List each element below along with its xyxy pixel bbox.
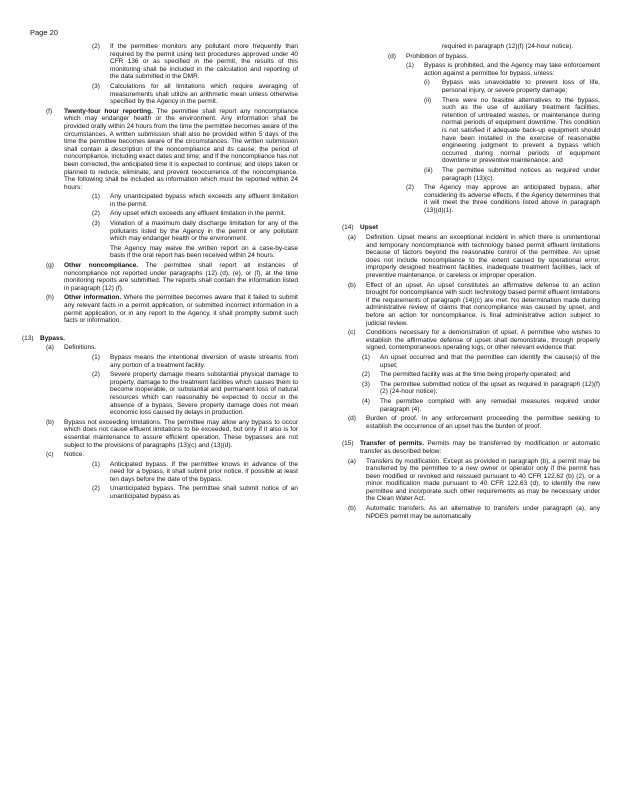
paragraph-text: The permittee complied with any remedial measures required under paragraph (4). <box>380 397 600 413</box>
paragraph-marker: (b) <box>46 418 54 426</box>
paragraph-heading: Other noncompliance. <box>64 262 139 270</box>
paragraph-marker: (2) <box>406 184 414 192</box>
paragraph-text: The Agency may approve an anticipated bypass, after considering its adverse effects, if the Agency determines that it will meet the three conditions listed above in paragraph (13)(d)(1). <box>424 184 600 214</box>
paragraph-text: Any upset which exceeds any effluent limitation in the permit. <box>110 210 286 218</box>
paragraph-marker: (i) <box>424 79 430 87</box>
paragraph <box>22 451 298 459</box>
paragraph <box>22 83 298 106</box>
paragraph <box>318 184 600 214</box>
paragraph <box>318 505 600 520</box>
paragraph-text: There were no feasible alternatives to the bypass, such as the use of auxiliary treatment facilities, retention of untreated wastes, or maintenance during normal periods of equipment downtime. This condition is not satisfied if adequate back-up equipment should have been installed in the exercise of reasonable engineering judgment to prevent a bypass which occurred during normal periods of equipment downtime or preventive maintenance; and <box>442 96 600 165</box>
paragraph-text: Transfers by modification. Except as provided in paragraph (b), a permit may be transferred by the permittee to a new owner or operator only if the permit has been modified or revoked and reissued pursuant to 40 CFR 122.62 (b) (2), or a minor modification made pursuant to 40 CFR 122.63 (d), to identify the new permittee and incorporate such other requirements as may be necessary under the Clean Water Act. <box>366 457 600 503</box>
paragraph <box>22 354 298 369</box>
paragraph <box>22 419 298 449</box>
paragraph-text: The permittee submitted notices as required under paragraph (13)(c). <box>442 166 600 182</box>
paragraph-text: Violation of a maximum daily discharge limitation for any of the pollutants listed by the Agency in the permit or any pollutant which may endanger health or the environment. <box>110 220 298 243</box>
paragraph-text: An upset occurred and that the permittee can identify the cause(s) of the upset; <box>380 353 600 369</box>
paragraph-marker: (a) <box>46 344 54 352</box>
paragraph <box>318 62 600 77</box>
paragraph-marker: (15) <box>342 440 354 448</box>
paragraph-marker: (b) <box>348 281 356 289</box>
paragraph-marker: (14) <box>342 224 354 232</box>
paragraph-marker: (4) <box>362 397 370 405</box>
paragraph <box>22 461 298 484</box>
paragraph <box>318 97 600 165</box>
paragraph <box>22 335 298 343</box>
right-column <box>318 43 600 522</box>
paragraph-marker: (1) <box>92 460 100 468</box>
paragraph-text: Definitions. <box>64 344 97 352</box>
paragraph <box>318 167 600 182</box>
paragraph-heading: Upset <box>360 224 379 232</box>
paragraph-marker: (g) <box>46 262 54 270</box>
paragraph-marker: (a) <box>348 457 356 465</box>
paragraph-marker: (a) <box>348 234 356 242</box>
paragraph <box>22 193 298 208</box>
paragraph-heading: Twenty-four hour reporting. <box>64 107 153 115</box>
left-column <box>22 43 298 503</box>
paragraph <box>318 282 600 328</box>
paragraph-marker: (3) <box>92 82 100 90</box>
paragraph-marker: (1) <box>406 62 414 70</box>
paragraph-text: The permittee submitted notice of the upset as required in paragraph (12)(f)(2) (24-hour notice). <box>380 380 600 396</box>
paragraph-text: Notice. <box>64 451 85 459</box>
paragraph <box>318 354 600 369</box>
paragraph-text: Any unanticipated bypass which exceeds any effluent limitation in the permit. <box>110 193 298 208</box>
paragraph <box>318 329 600 352</box>
paragraph-text: The permitted facility was at the time being properly operated; and <box>380 371 571 379</box>
paragraph-marker: (1) <box>92 353 100 361</box>
paragraph <box>22 485 298 500</box>
paragraph-text: Automatic transfers. As an alternative to transfers under paragraph (a), any NPDES permit may be automatically <box>366 505 600 520</box>
paragraph-text: The Agency may waive the written report on a case-by-case basis if the oral report has been received within 24 hours. <box>110 244 298 260</box>
paragraph-marker: (2) <box>362 371 370 379</box>
paragraph-marker: (ii) <box>424 96 432 104</box>
paragraph-heading: Bypass. <box>40 334 65 342</box>
paragraph-text: Effect of an upset. An upset constitutes an affirmative defense to an action brought for noncompliance with such technology based permit effluent limitations if the requirements of paragraph (14)(c) are met. No determination made during administrative review of claims that noncompliance was caused by upset, and before an action for noncompliance, is final administrative action subject to judicial review. <box>366 281 600 327</box>
paragraph-text: Bypass not exceeding limitations. The permittee may allow any bypass to occur which does not cause effluent limitations to be exceeded, but only if it also is for essential maintenance to assure efficient operation. These bypasses are not subject to the provisions of paragraphs (13)(c) and (13)(d). <box>64 418 298 449</box>
paragraph <box>22 108 298 192</box>
paragraph-text: Burden of proof. In any enforcement proceeding the permittee seeking to establish the occurrence of an upset has the burden of proof. <box>366 415 600 430</box>
paragraph-text: The permittee shall report all instances of noncompliance not reported under paragraphs (12) (d), (e), or (f), at the time monitoring reports are submitted. The reports shall contain the information listed in paragraph (12) (f). <box>64 262 298 292</box>
paragraph-marker: (c) <box>348 329 356 337</box>
paragraph-text: Where the permittee becomes aware that it failed to submit any relevant facts in a permit application, or submitted incorrect information in a permit application, or in any report to the Agency, it shall promptly submit such facts or information. <box>64 294 298 325</box>
paragraph <box>22 262 298 292</box>
paragraph-marker: (3) <box>362 380 370 388</box>
paragraph <box>318 440 600 455</box>
paragraph <box>318 79 600 94</box>
paragraph-text: Bypass was unavoidable to prevent loss of life, personal injury, or severe property damage; <box>442 79 600 94</box>
paragraph-marker: (f) <box>46 107 53 115</box>
paragraph-marker: (d) <box>388 52 396 60</box>
paragraph-text: Calculations for all limitations which require averaging of measurements shall utilize an arithmetic mean unless otherwise specified by the Agency in the permit. <box>110 82 298 106</box>
paragraph-marker: (2) <box>92 371 100 379</box>
paragraph <box>22 344 298 352</box>
paragraph-marker: (1) <box>92 193 100 201</box>
paragraph-text: Severe property damage means substantial physical damage to property, damage to the treatment facilities which causes them to become inoperable, or substantial and permanent loss of natural resources which can reasonably be expected to occur in the absence of a bypass. Severe property damage does not mean economic loss caused by delays in production. <box>110 371 298 417</box>
paragraph-text: The permittee shall report any noncompliance which may endanger health or the environment. Any information shall be provided orally within 24 hours from the time the permittee becomes aware of the circumstances. A written submission shall also be provided within 5 days of the time the permittee becomes aware of the circumstances. The written submission shall contain a description of the noncompliance and its cause; the period of noncompliance, including exact dates and time; and if the noncompliance has not been corrected, the anticipated time it is expected to continue; and steps taken or planned to reduce, eliminate, and prevent reoccurrence of the noncompliance. The following shall be included as information which must be reported within 24 hours: <box>64 107 298 191</box>
paragraph-text: Prohibition of bypass. <box>406 52 469 60</box>
paragraph-marker: (2) <box>92 210 100 218</box>
paragraph <box>318 224 600 232</box>
paragraph <box>318 381 600 396</box>
paragraph-marker: (1) <box>362 353 370 361</box>
paragraph-heading: Other information. <box>64 294 122 302</box>
paragraph-text: required in paragraph (12)(f) (24-hour notice). <box>442 43 574 50</box>
paragraph-text: Definition. Upset means an exceptional incident in which there is unintentional and temporary noncompliance with technology based permit effluent limitations because of factors beyond the reasonable control of the permittee. An upset does not include noncompliance to the extent caused by operational error, improperly designed treatment facilities, inadequate treatment facilities, lack of preventive maintenance, or careless or improper operation. <box>366 234 600 280</box>
paragraph <box>318 371 600 379</box>
paragraph <box>318 43 600 51</box>
paragraph-heading: Transfer of permits. <box>360 440 424 448</box>
paragraph-text: Conditions necessary for a demonstration of upset. A permittee who wishes to establish the affirmative defense of upset shall demonstrate, through properly signed, contemporaneous operating logs, or other relevant evidence that: <box>366 329 600 352</box>
paragraph-marker: (c) <box>46 451 54 459</box>
paragraph <box>22 43 298 81</box>
paragraph-text: Bypass is prohibited, and the Agency may take enforcement action against a permittee for bypass, unless: <box>424 62 600 77</box>
paragraph <box>318 398 600 413</box>
paragraph <box>22 220 298 243</box>
paragraph <box>318 53 600 61</box>
paragraph-marker: (13) <box>22 334 34 342</box>
paragraph-marker: (3) <box>92 220 100 228</box>
paragraph <box>22 371 298 417</box>
paragraph-text: If the permittee monitors any pollutant more frequently than required by the permit using test procedures approved under 40 CFR 136 or as specified in the permit, the results of this monitoring shall be included in the calculation and reporting of the data submitted in the DMR. <box>110 43 298 81</box>
paragraph <box>318 415 600 430</box>
paragraph-text: Permits may be transferred by modification or automatic transfer as described below: <box>360 440 601 455</box>
paragraph-marker: (2) <box>92 485 100 493</box>
paragraph-marker: (d) <box>348 415 356 423</box>
paragraph <box>22 294 298 324</box>
paragraph-marker: (iii) <box>424 166 433 174</box>
paragraph <box>318 234 600 280</box>
paragraph <box>22 245 298 260</box>
paragraph <box>22 210 298 218</box>
paragraph-text: Bypass means the intentional diversion of waste streams from any portion of a treatment facility. <box>110 353 298 369</box>
paragraph-marker: (2) <box>92 43 100 50</box>
paragraph-text: Unanticipated bypass. The permittee shall submit notice of an unanticipated bypass as <box>110 485 298 501</box>
paragraph-text: Anticipated bypass. If the permittee knows in advance of the need for a bypass, it shall submit prior notice, if possible at least ten days before the date of the bypass. <box>110 460 298 483</box>
page-number: Page 20 <box>30 28 58 37</box>
paragraph-marker: (b) <box>348 505 356 513</box>
paragraph-marker: (h) <box>46 294 54 302</box>
paragraph <box>318 458 600 504</box>
